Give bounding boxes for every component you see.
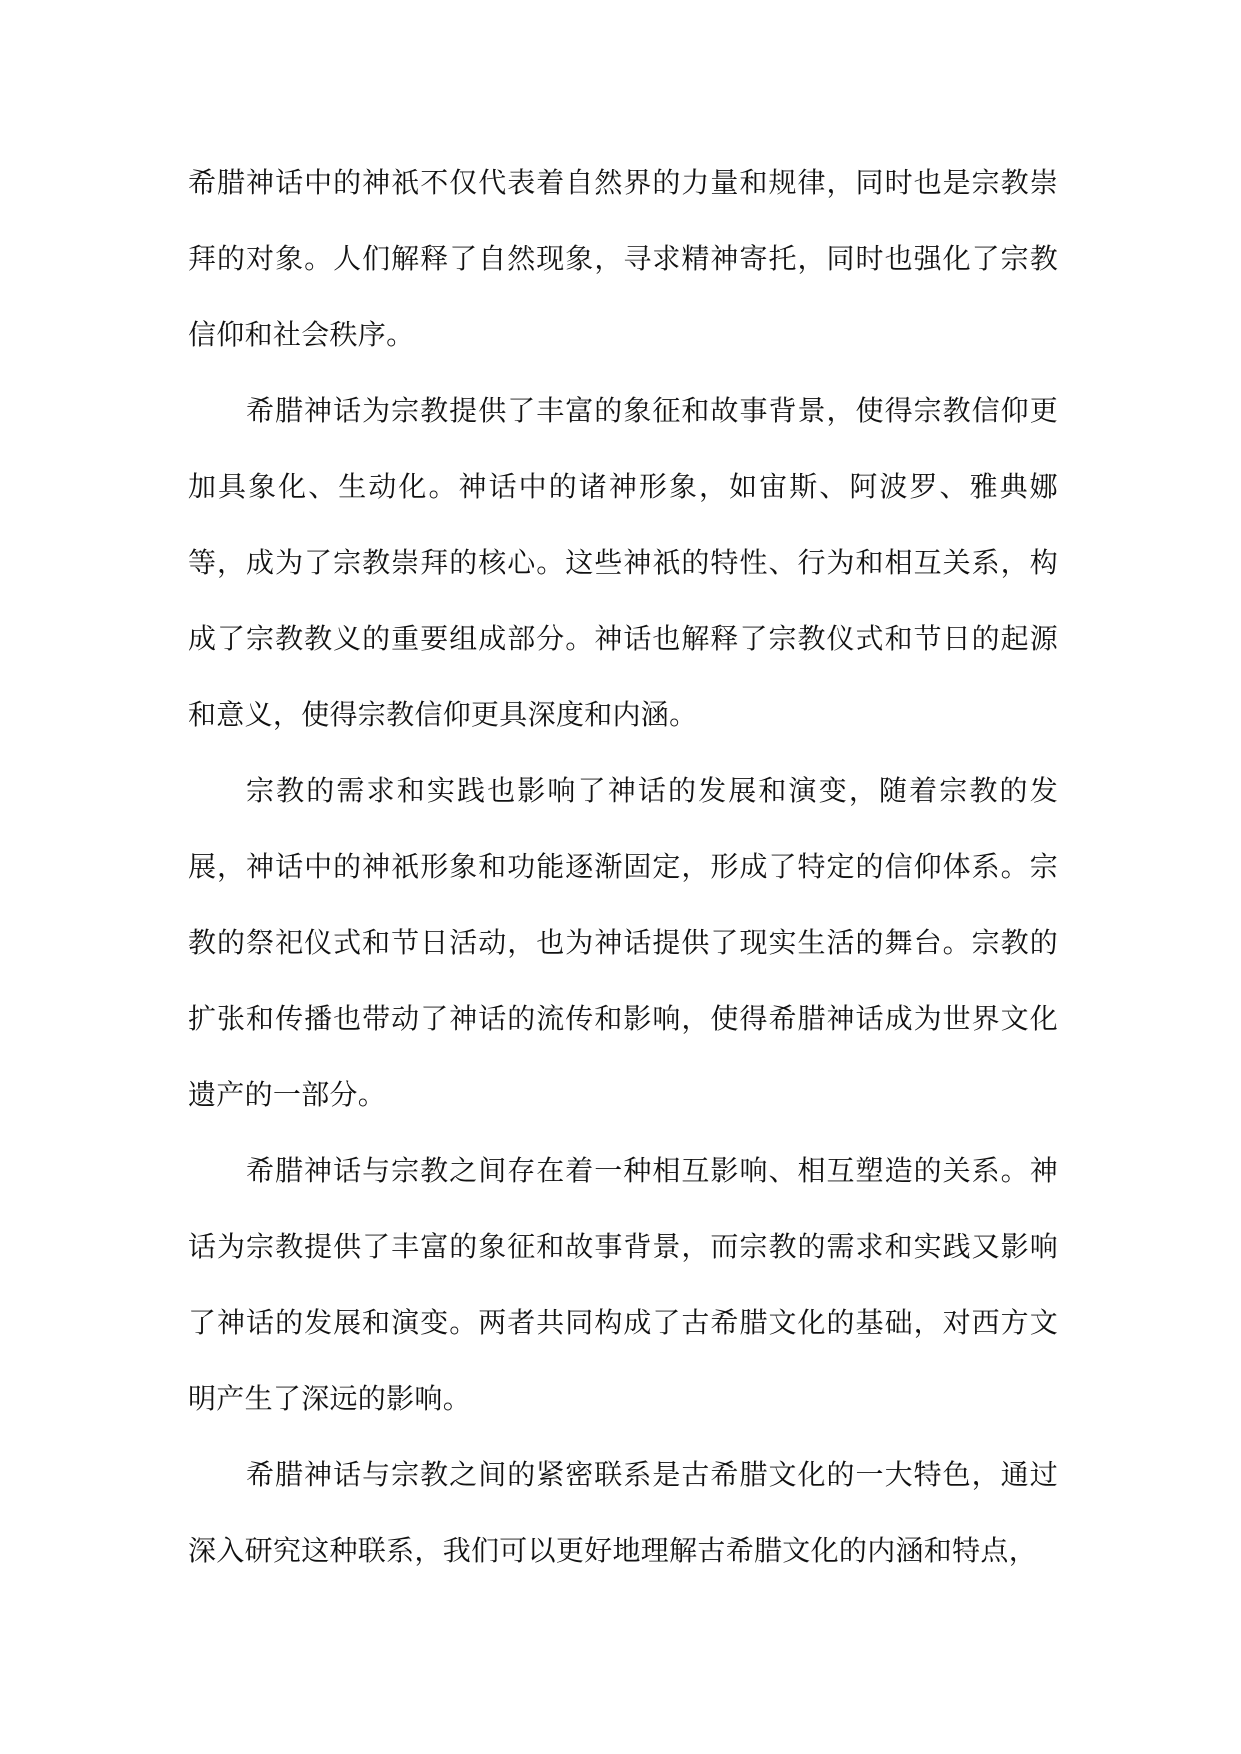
paragraph-1: 希腊神话中的神祇不仅代表着自然界的力量和规律，同时也是宗教崇拜的对象。人们解释了自然现象，寻求精神寄托，同时也强化了宗教信仰和社会秩序。 [188, 166, 1058, 351]
paragraph-4: 希腊神话与宗教之间存在着一种相互影响、相互塑造的关系。神话为宗教提供了丰富的象征和故事背景，而宗教的需求和实践又影响了神话的发展和演变。两者共同构成了古希腊文化的基础，对西方文明产生了深远的影响。 [188, 1154, 1058, 1415]
document-body [188, 145, 1058, 1589]
paragraph-2: 希腊神话为宗教提供了丰富的象征和故事背景，使得宗教信仰更加具象化、生动化。神话中的诸神形象，如宙斯、阿波罗、雅典娜等，成为了宗教崇拜的核心。这些神祇的特性、行为和相互关系，构成了宗教教义的重要组成部分。神话也解释了宗教仪式和节日的起源和意义，使得宗教信仰更具深度和内涵。 [188, 394, 1058, 731]
paragraph-3: 宗教的需求和实践也影响了神话的发展和演变，随着宗教的发展，神话中的神祇形象和功能逐渐固定，形成了特定的信仰体系。宗教的祭祀仪式和节日活动，也为神话提供了现实生活的舞台。宗教的扩张和传播也带动了神话的流传和影响，使得希腊神话成为世界文化遗产的一部分。 [188, 774, 1058, 1111]
paragraph-5: 希腊神话与宗教之间的紧密联系是古希腊文化的一大特色，通过深入研究这种联系，我们可以更好地理解古希腊文化的内涵和特点， [188, 1458, 1058, 1567]
